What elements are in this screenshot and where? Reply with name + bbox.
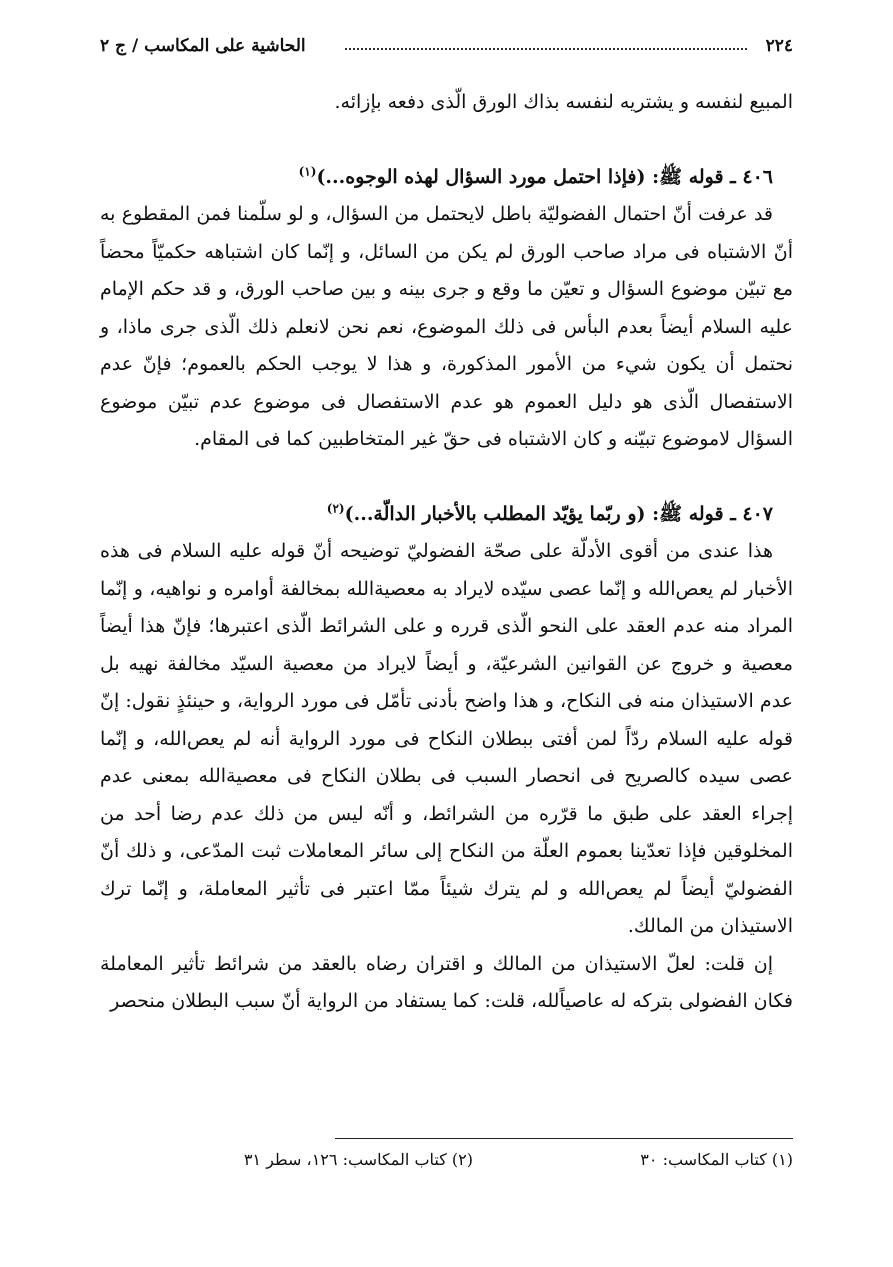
section-heading-406 [100,159,793,197]
page-body [100,84,793,1021]
page-number: ٢٢٤ [765,36,793,56]
footnote-2: (٢) كتاب المكاسب: ١٢٦، سطر ٣١ [243,1150,473,1169]
footnote-1: (١) كتاب المكاسب: ٣٠ [640,1150,793,1169]
spacer [100,459,793,496]
heading-text: ٤٠٦ ـ قوله ﷺ: (فإذا احتمل مورد السؤال لهذه الوجوه...) [316,165,773,188]
spacer [100,122,793,159]
paragraph-406: قد عرفت أنّ احتمال الفضوليّة باطل لايحتمل من السؤال، و لو سلّمنا فمن المقطوع به أنّ الاشتباه فى مراد صاحب الورق لم يكن من السائل، و إنّما كان اشتباهه حكميّاً محضاً مع تبيّن موضوع السؤال و تعيّن ما وقع و جرى بينه و بين صاحب الورق، و قد حكم الإمام عليه السلام أيضاً بعدم البأس فى ذلك الموضوع، نعم نحن لانعلم ذلك الّذى جرى ماذا، و نحتمل أن يكون شيء من الأمور المذكورة، و هذا لا يوجب الحكم بالعموم؛ فإنّ عدم الاستفصال الّذى هو دليل العموم هو عدم الاستفصال فى موضوع عدم تبيّن موضوع السؤال لاموضوع تبيّنه و كان الاشتباه فى حقّ غير المتخاطبين كما فى المقام. [100,203,793,450]
paragraph-continued: المبيع لنفسه و يشتريه لنفسه بذاك الورق الّذى دفعه بإزائه. [334,91,793,113]
paragraph-407: هذا عندى من أقوى الأدلّة على صحّة الفضوليّ توضيحه أنّ قوله عليه السلام فى هذه الأخبار لم يعص‌الله و إنّما عصى سيّده لايراد به معصيةالله بمخالفة أوامره و نواهيه، و إنّما المراد منه عدم العقد على النحو الّذى قرره و على الشرائط الّذى اعتبرها؛ فإنّ هذا أيضاً معصية و خروج عن القوانين الشرعيّة، و أيضاً لايراد من معصية السيّد مخالفة نهيه بل عدم الاستيذان منه فى النكاح، و هذا واضح بأدنى تأمّل فى مورد الرواية، و حينئذٍ نقول: إنّ قوله عليه السلام ردّاً لمن أفتى ببطلان النكاح فى مورد الرواية أنه لم يعص‌الله، و إنّما عصى سيده كالصريح فى انحصار السبب فى بطلان النكاح فى معصيةالله بمعنى عدم إجراء العقد على طبق ما قرّره من الشرائط، و أنّه ليس من ذلك عدم رضا أحد من المخلوقين فإذا تعدّينا بعموم العلّة من النكاح إلى سائر المعاملات ثبت المدّعى، و ذلك أنّ الفضوليّ أيضاً لم يعص‌الله و لم يترك شيئاً ممّا اعتبر فى تأثير المعاملة، و إنّما ترك الاستيذان من المالك. [100,540,793,937]
footnotes [100,1150,793,1180]
header-title: الحاشية على المكاسب / ج ٢ [100,36,306,56]
footnote-separator [335,1138,793,1139]
footnote-ref: (١) [298,164,317,179]
header-dot-leader [345,48,747,50]
heading-text: ٤٠٧ ـ قوله ﷺ: (و ربّما يؤيّد المطلب بالأخبار الدالّة...) [344,502,773,525]
footnote-ref: (٢) [326,501,345,516]
paragraph-objection: إن قلت: لعلّ الاستيذان من المالك و اقتران رضاه بالعقد من شرائط تأثير المعاملة فكان الفضولى بتركه له عاصياًلله، قلت: كما يستفاد من الرواية أنّ سبب البطلان منحصر [100,952,793,1012]
section-heading-407 [100,496,793,534]
running-header [100,36,793,64]
